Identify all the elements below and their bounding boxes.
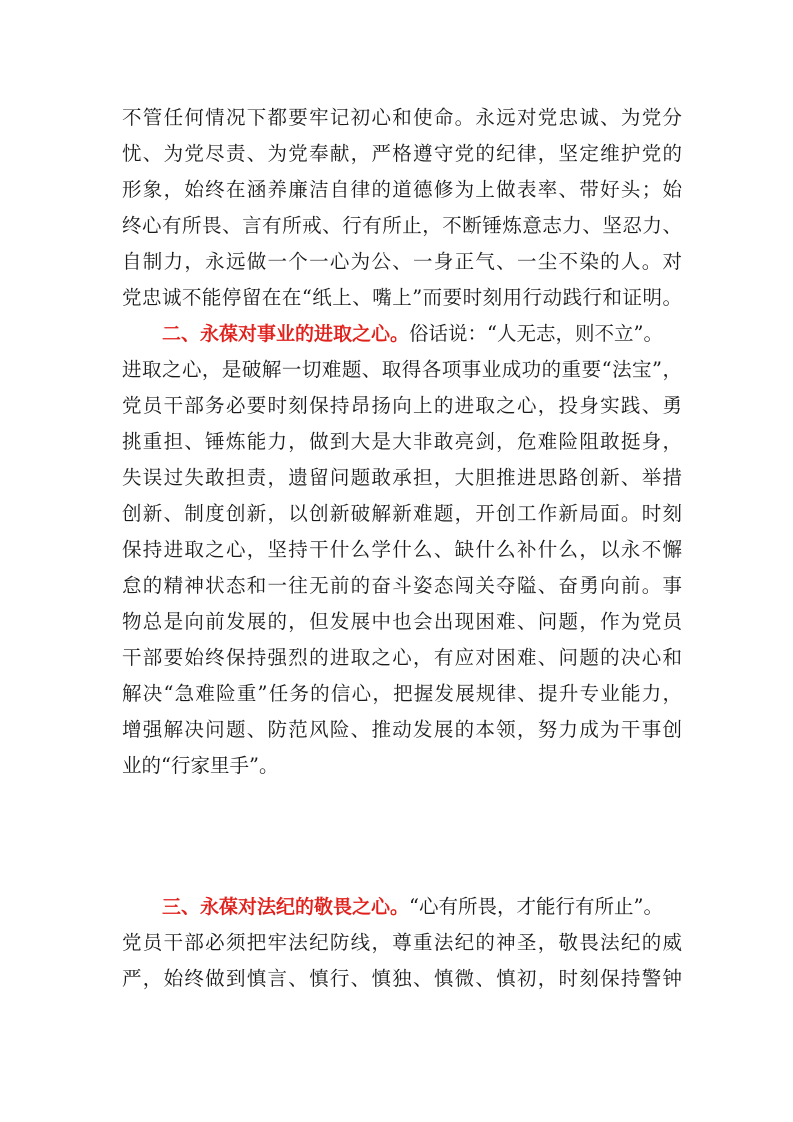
paragraph-line: 终心有所畏、言有所戒、行有所止，不断锤炼意志力、坚忍力、: [122, 214, 682, 237]
paragraph-line: 进取之心，是破解一切难题、取得各项事业成功的重要“法宝”，: [122, 358, 682, 381]
paragraph-line: 严，始终做到慎言、慎行、慎独、慎微、慎初，时刻保持警钟: [122, 967, 682, 990]
paragraph-line: 党忠诚不能停留在在“纸上、嘴上”而要时刻用行动践行和证明。: [122, 286, 682, 309]
paragraph-line: 增强解决问题、防范风险、推动发展的本领，努力成为干事创: [122, 718, 682, 741]
paragraph-line: 忧、为党尽责、为党奉献，严格遵守党的纪律，坚定维护党的: [122, 142, 682, 165]
paragraph-line: 物总是向前发展的，但发展中也会出现困难、问题，作为党员: [122, 610, 682, 633]
paragraph-line: 干部要始终保持强烈的进取之心，有应对困难、问题的决心和: [122, 646, 682, 669]
paragraph-line: 挑重担、锤炼能力，做到大是大非敢亮剑，危难险阻敢挺身，: [122, 430, 682, 453]
paragraph-line: 怠的精神状态和一往无前的奋斗姿态闯关夺隘、奋勇向前。事: [122, 574, 682, 597]
section-3-heading: 三、永葆对法纪的敬畏之心。: [162, 896, 410, 918]
section-2-first-line: [162, 316, 682, 352]
paragraph-line: 党员干部务必要时刻保持昂扬向上的进取之心，投身实践、勇: [122, 394, 682, 417]
paragraph-line: 解决“急难险重”任务的信心，把握发展规律、提升专业能力，: [122, 682, 682, 705]
paragraph-line: 失误过失敢担责，遗留问题敢承担，大胆推进思路创新、举措: [122, 466, 682, 489]
section-3-lead-text: “心有所畏，才能行有所止”。: [409, 895, 663, 918]
section-3-first-line: [162, 889, 682, 925]
paragraph-line-last: 业的“行家里手”。: [122, 754, 279, 777]
section-2-heading: 二、永葆对事业的进取之心。: [162, 323, 410, 345]
section-2-lead-text: 俗话说：“人无志，则不立”。: [409, 322, 663, 345]
paragraph-line: 创新、制度创新，以创新破解新难题，开创工作新局面。时刻: [122, 502, 682, 525]
paragraph-line: 党员干部必须把牢法纪防线，尊重法纪的神圣，敬畏法纪的威: [122, 931, 682, 954]
paragraph-line: 不管任何情况下都要牢记初心和使命。永远对党忠诚、为党分: [122, 106, 682, 129]
paragraph-line: 形象，始终在涵养廉洁自律的道德修为上做表率、带好头；始: [122, 178, 682, 201]
paragraph-line: 自制力，永远做一个一心为公、一身正气、一尘不染的人。对: [122, 250, 682, 273]
paragraph-line: 保持进取之心，坚持干什么学什么、缺什么补什么，以永不懈: [122, 538, 682, 561]
